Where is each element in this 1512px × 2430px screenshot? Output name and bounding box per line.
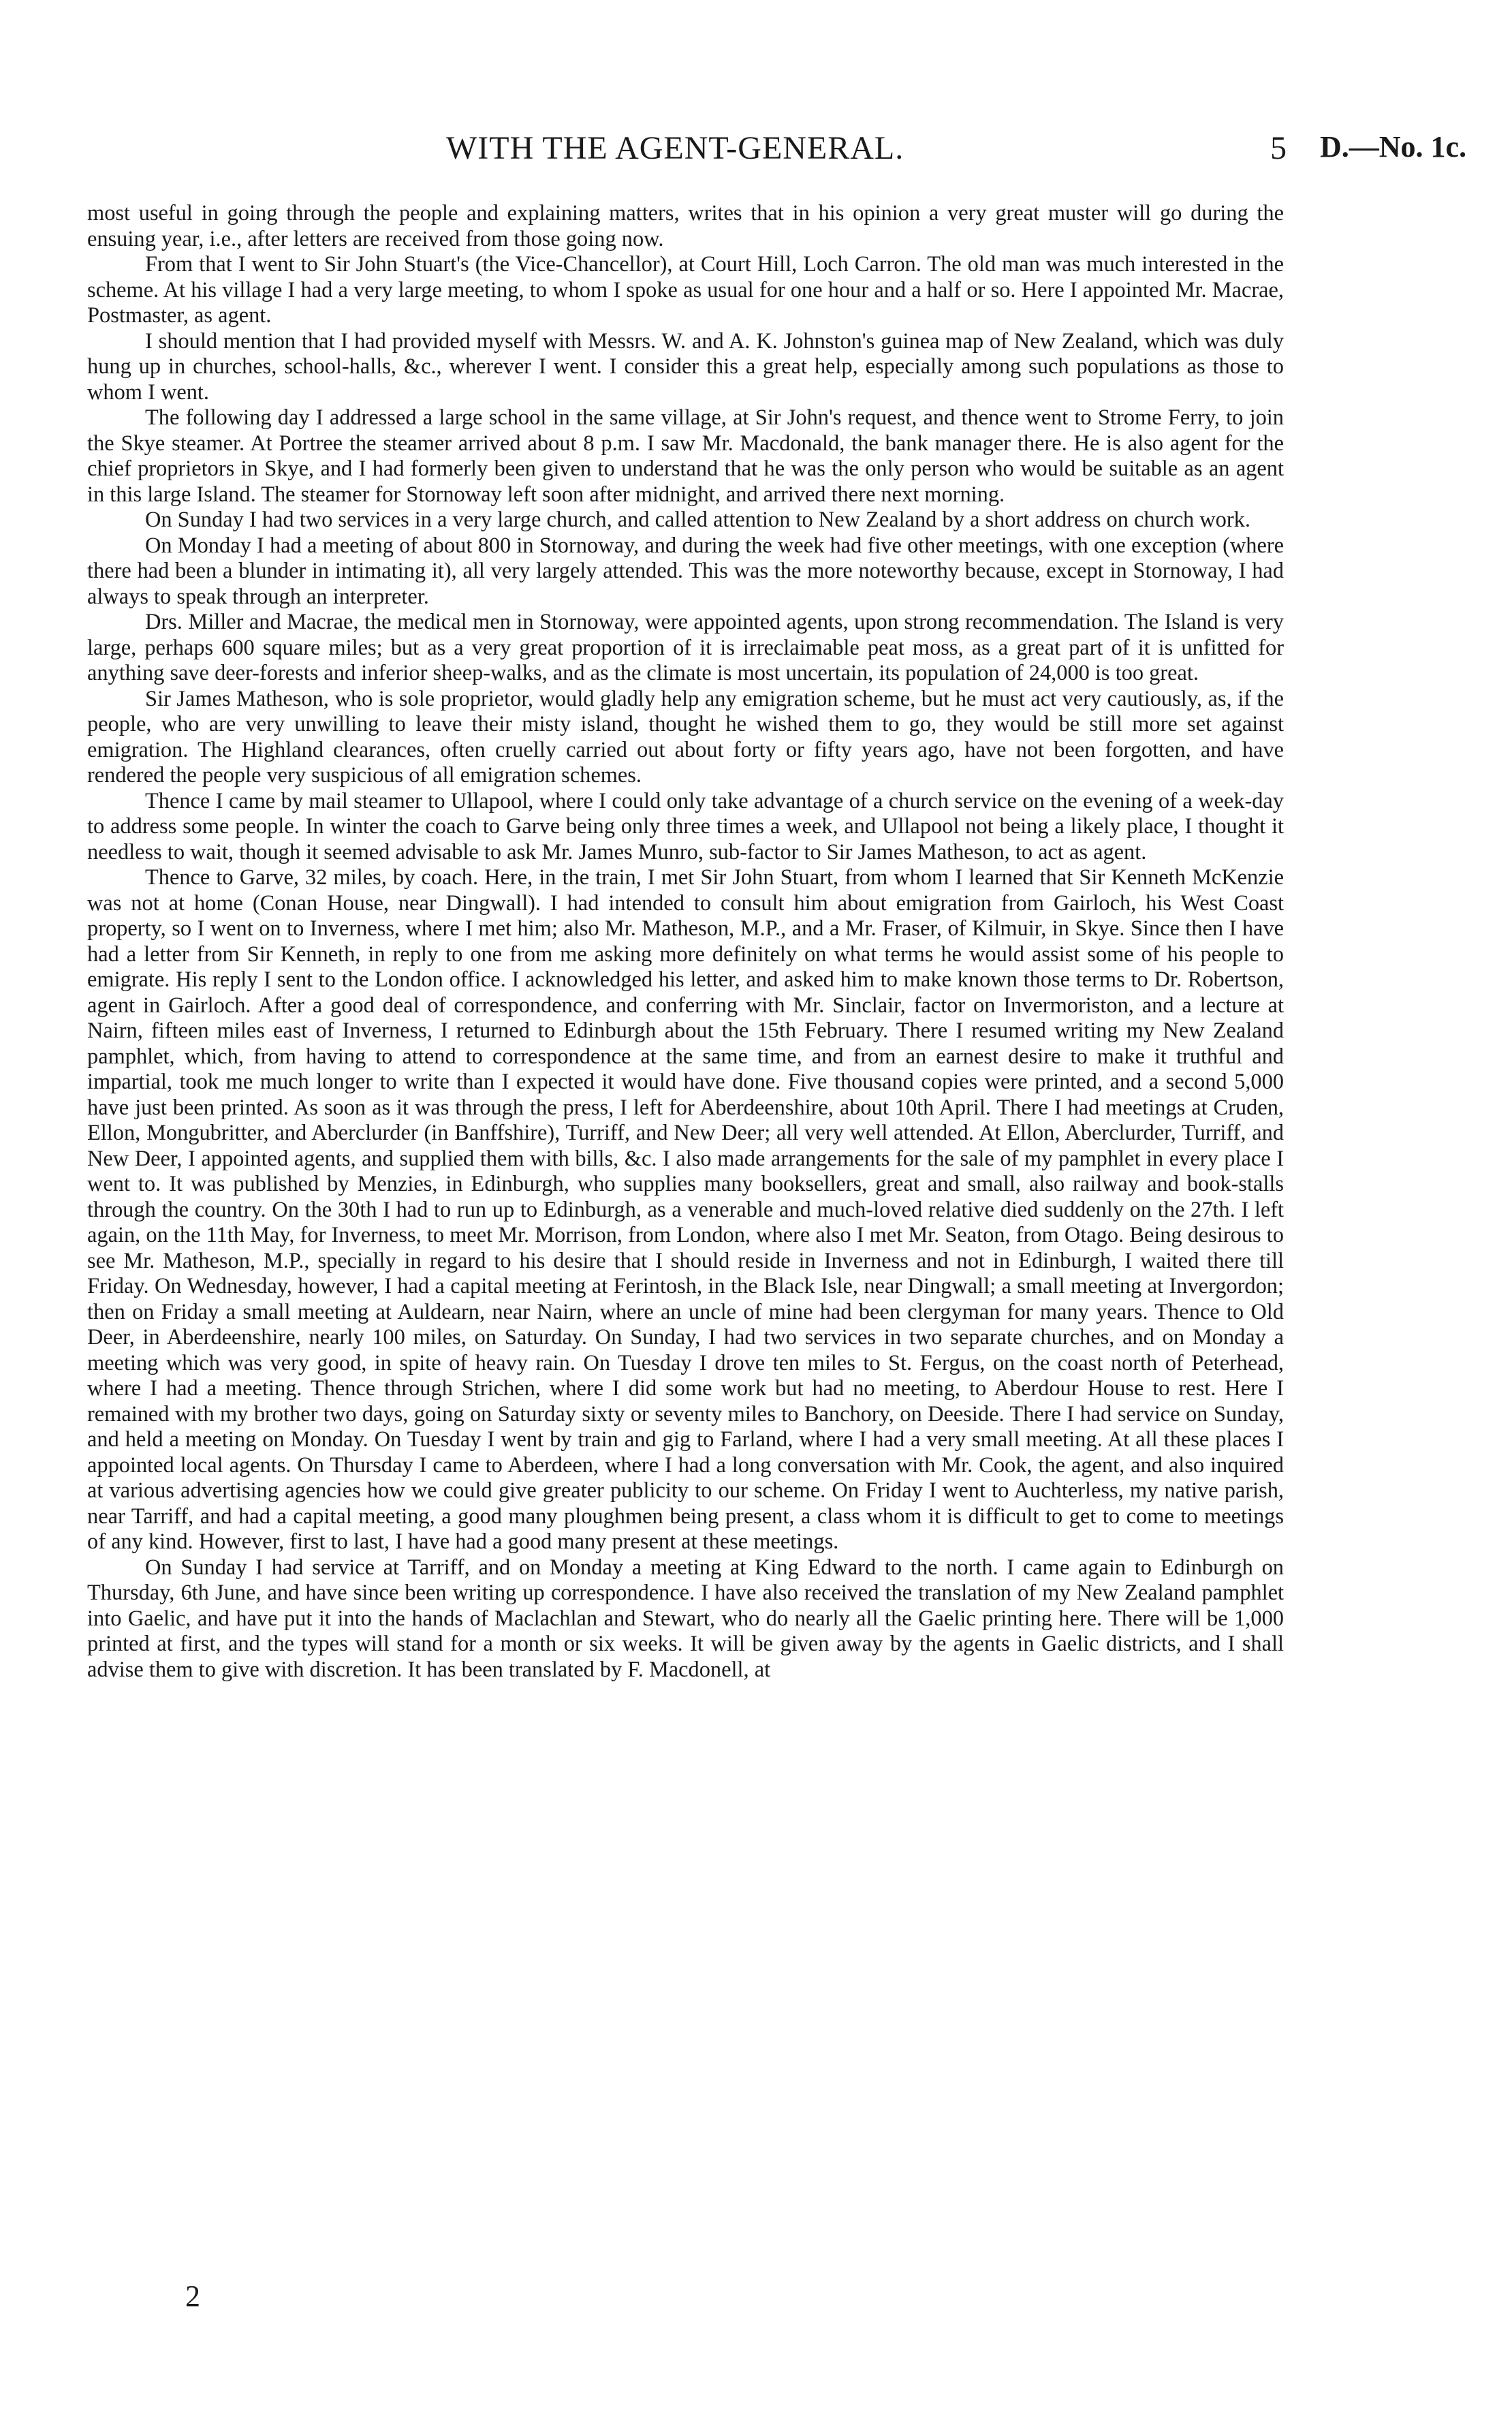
paragraph: On Sunday I had service at Tarriff, and on Monday a meeting at King Edward to the north. I came again to Edinburgh on Thursday, 6th June, and have since been writing up correspondence. I have also received the translation of my New Zealand pamphlet into Gaelic, and have put it into the hands of Maclachlan and Stewart, who do nearly all the Gaelic printing here. There will be 1,000 printed at first, and the types will stand for a month or six weeks. It will be given away by the agents in Gaelic districts, and I shall advise them to give with discretion. It has been translated by F. Macdonell, at: [87, 1555, 1284, 1682]
paragraph: most useful in going through the people and explaining matters, writes that in his opinion a very great muster will go during the ensuing year, i.e., after letters are received from those going now.: [87, 201, 1284, 251]
paragraph: From that I went to Sir John Stuart's (the Vice-Chancellor), at Court Hill, Loch Carron. The old man was much interested in the scheme. At his village I had a very large meeting, to whom I spoke as usual for one hour and a half or so. Here I appointed Mr. Macrae, Postmaster, as agent.: [87, 252, 1284, 328]
paragraph: Thence to Garve, 32 miles, by coach. Here, in the train, I met Sir John Stuart, from whom I learned that Sir Kenneth McKenzie was not at home (Conan House, near Dingwall). I had intended to consult him about emigration from Gairloch, his West Coast property, so I went on to Inverness, where I met him; also Mr. Matheson, M.P., and a Mr. Fraser, of Kilmuir, in Skye. Since then I have had a letter from Sir Kenneth, in reply to one from me asking more definitely on what terms he would assist some of his people to emigrate. His reply I sent to the London office. I acknowledged his letter, and asked him to make known those terms to Dr. Robertson, agent in Gairloch. After a good deal of correspondence, and conferring with Mr. Sinclair, factor on Invermoriston, and a lecture at Nairn, fifteen miles east of Inverness, I returned to Edinburgh about the 15th February. There I resumed writing my New Zealand pamphlet, which, from having to attend to correspondence at the same time, and from an earnest desire to make it truthful and impartial, took me much longer to write than I expected it would have done. Five thousand copies were printed, and a second 5,000 have just been printed. As soon as it was through the press, I left for Aberdeenshire, about 10th April. There I had meetings at Cruden, Ellon, Mongubritter, and Aberclurder (in Banffshire), Turriff, and New Deer; all very well attended. At Ellon, Aberclurder, Turriff, and New Deer, I appointed agents, and supplied them with bills, &c. I also made arrangements for the sale of my pamphlet in every place I went to. It was published by Menzies, in Edinburgh, who supplies many booksellers, great and small, also railway and book-stalls through the country. On the 30th I had to run up to Edinburgh, as a venerable and much-loved relative died suddenly on the 27th. I left again, on the 11th May, for Inverness, to meet Mr. Morrison, from London, where also I met Mr. Seaton, from Otago. Being desirous to see Mr. Matheson, M.P., specially in regard to his desire that I should reside in Inverness and not in Edinburgh, I waited there till Friday. On Wednesday, however, I had a capital meeting at Ferintosh, in the Black Isle, near Dingwall; a small meeting at Invergordon; then on Friday a small meeting at Auldearn, near Nairn, where an uncle of mine had been clergyman for many years. Thence to Old Deer, in Aberdeenshire, nearly 100 miles, on Saturday. On Sunday, I had two services in two separate churches, and on Monday a meeting which was very good, in spite of heavy rain. On Tuesday I drove ten miles to St. Fergus, on the coast north of Peterhead, where I had a meeting. Thence through Strichen, where I did some work but had no meeting, to Aberdour House to rest. Here I remained with my brother two days, going on Saturday sixty or seventy miles to Banchory, on Deeside. There I had service on Sunday, and held a meeting on Monday. On Tuesday I went by train and gig to Farland, where I had a very small meeting. At all these places I appointed local agents. On Thursday I came to Aberdeen, where I had a long conversation with Mr. Cook, the agent, and also inquired at various advertising agencies how we could give greater publicity to our scheme. On Friday I went to Auchterless, my native parish, near Tarriff, and had a capital meeting, a good many ploughmen being present, a class whom it is difficult to get to come to meetings of any kind. However, first to last, I have had a good many present at these meetings.: [87, 865, 1284, 1554]
paragraph: Drs. Miller and Macrae, the medical men in Stornoway, were appointed agents, upon strong recommendation. The Island is very large, perhaps 600 square miles; but as a very great proportion of it is irreclaimable peat moss, as a great part of it is unfitted for anything save deer-forests and inferior sheep-walks, and as the climate is most uncertain, its population of 24,000 is too great.: [87, 610, 1284, 685]
body-text: [87, 201, 1284, 1683]
paragraph: Thence I came by mail steamer to Ullapool, where I could only take advantage of a church service on the evening of a week-day to address some people. In winter the coach to Garve being only three times a week, and Ullapool not being a likely place, I thought it needless to wait, though it seemed advisable to ask Mr. James Munro, sub-factor to Sir James Matheson, to act as agent.: [87, 788, 1284, 864]
paragraph: I should mention that I had provided myself with Messrs. W. and A. K. Johnston's guinea map of New Zealand, which was duly hung up in churches, school-halls, &c., wherever I went. I consider this a great help, especially among such populations as those to whom I went.: [87, 328, 1284, 405]
paragraph: Sir James Matheson, who is sole proprietor, would gladly help any emigration scheme, but he must act very cautiously, as, if the people, who are very unwilling to leave their misty island, thought he wished them to go, they would be still more set against emigration. The Highland clearances, often cruelly carried out about forty or fifty years ago, have not been forgotten, and have rendered the people very suspicious of all emigration schemes.: [87, 686, 1284, 788]
running-title: WITH THE AGENT-GENERAL.: [446, 130, 904, 166]
page-header: [0, 129, 1512, 170]
signature-mark: 2: [185, 2279, 200, 2313]
paper-reference: D.—No. 1c.: [1320, 130, 1467, 163]
page-number: 5: [1270, 130, 1287, 166]
paragraph: The following day I addressed a large school in the same village, at Sir John's request, and thence went to Strome Ferry, to join the Skye steamer. At Portree the steamer arrived about 8 p.m. I saw Mr. Macdonald, the bank manager there. He is also agent for the chief proprietors in Skye, and I had formerly been given to understand that he was the only person who would be suitable as an agent in this large Island. The steamer for Stornoway left soon after midnight, and arrived there next morning.: [87, 405, 1284, 507]
paragraph: On Sunday I had two services in a very large church, and called attention to New Zealand by a short address on church work.: [145, 508, 1250, 532]
paragraph: On Monday I had a meeting of about 800 in Stornoway, and during the week had five other meetings, with one exception (where there had been a blunder in intimating it), all very largely attended. This was the more noteworthy because, except in Stornoway, I had always to speak through an interpreter.: [87, 533, 1284, 609]
